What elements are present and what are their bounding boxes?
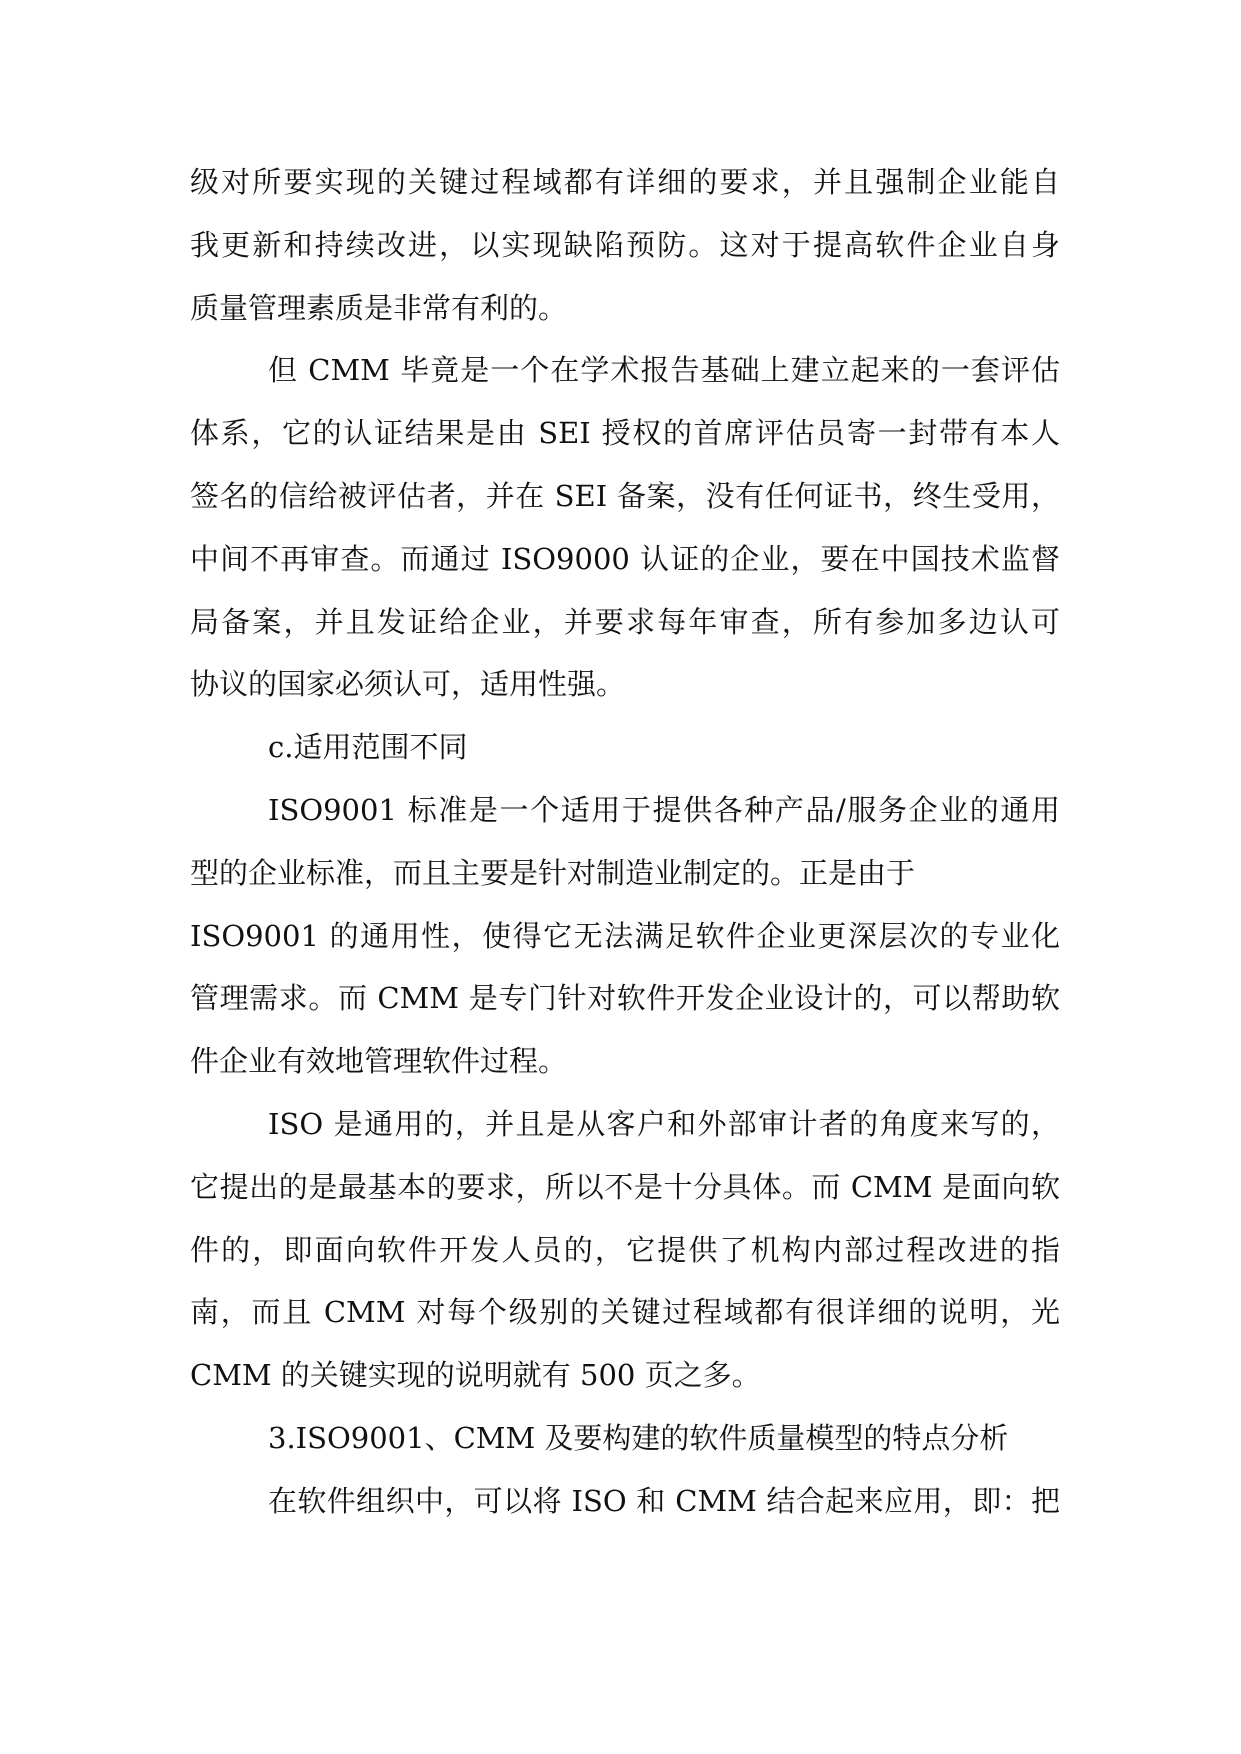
text-line: ISO 是通用的，并且是从客户和外部审计者的角度来写的，	[268, 1106, 1060, 1141]
text-line: 在软件组织中，可以将 ISO 和 CMM 结合起来应用，即：把	[268, 1483, 1060, 1518]
section-heading: 3.ISO9001、CMM 及要构建的软件质量模型的特点分析	[268, 1420, 1009, 1455]
text-line: 型的企业标准，而且主要是针对制造业制定的。正是由于	[190, 855, 916, 890]
text-line: 局备案，并且发证给企业，并要求每年审查，所有参加多边认可	[190, 604, 1060, 639]
text-line: 南，而且 CMM 对每个级别的关键过程域都有很详细的说明，光	[190, 1295, 1060, 1330]
text-line: 协议的国家必须认可，适用性强。	[190, 667, 626, 702]
text-line: ISO9001 标准是一个适用于提供各种产品/服务企业的通用	[268, 792, 1060, 827]
section-heading: c.适用范围不同	[268, 730, 468, 765]
text-line: 签名的信给被评估者，并在 SEI 备案，没有任何证书，终生受用，	[190, 478, 1060, 513]
text-line: 质量管理素质是非常有利的。	[190, 290, 568, 325]
text-line: 管理需求。而 CMM 是专门针对软件开发企业设计的，可以帮助软	[190, 981, 1060, 1016]
text-line: 件企业有效地管理软件过程。	[190, 1044, 568, 1079]
text-line: 我更新和持续改进，以实现缺陷预防。这对于提高软件企业自身	[190, 227, 1060, 262]
text-line: ISO9001 的通用性，使得它无法满足软件企业更深层次的专业化	[190, 918, 1060, 953]
text-line: 件的，即面向软件开发人员的，它提供了机构内部过程改进的指	[190, 1232, 1060, 1267]
text-line: 级对所要实现的关键过程域都有详细的要求，并且强制企业能自	[190, 165, 1060, 199]
text-line: 体系，它的认证结果是由 SEI 授权的首席评估员寄一封带有本人	[190, 416, 1060, 451]
text-line: 中间不再审查。而通过 ISO9000 认证的企业，要在中国技术监督	[190, 541, 1060, 576]
body-text	[190, 151, 1060, 1533]
text-line: 但 CMM 毕竟是一个在学术报告基础上建立起来的一套评估	[268, 353, 1060, 388]
text-line: 它提出的是最基本的要求，所以不是十分具体。而 CMM 是面向软	[190, 1169, 1060, 1204]
text-line: CMM 的关键实现的说明就有 500 页之多。	[190, 1358, 761, 1393]
